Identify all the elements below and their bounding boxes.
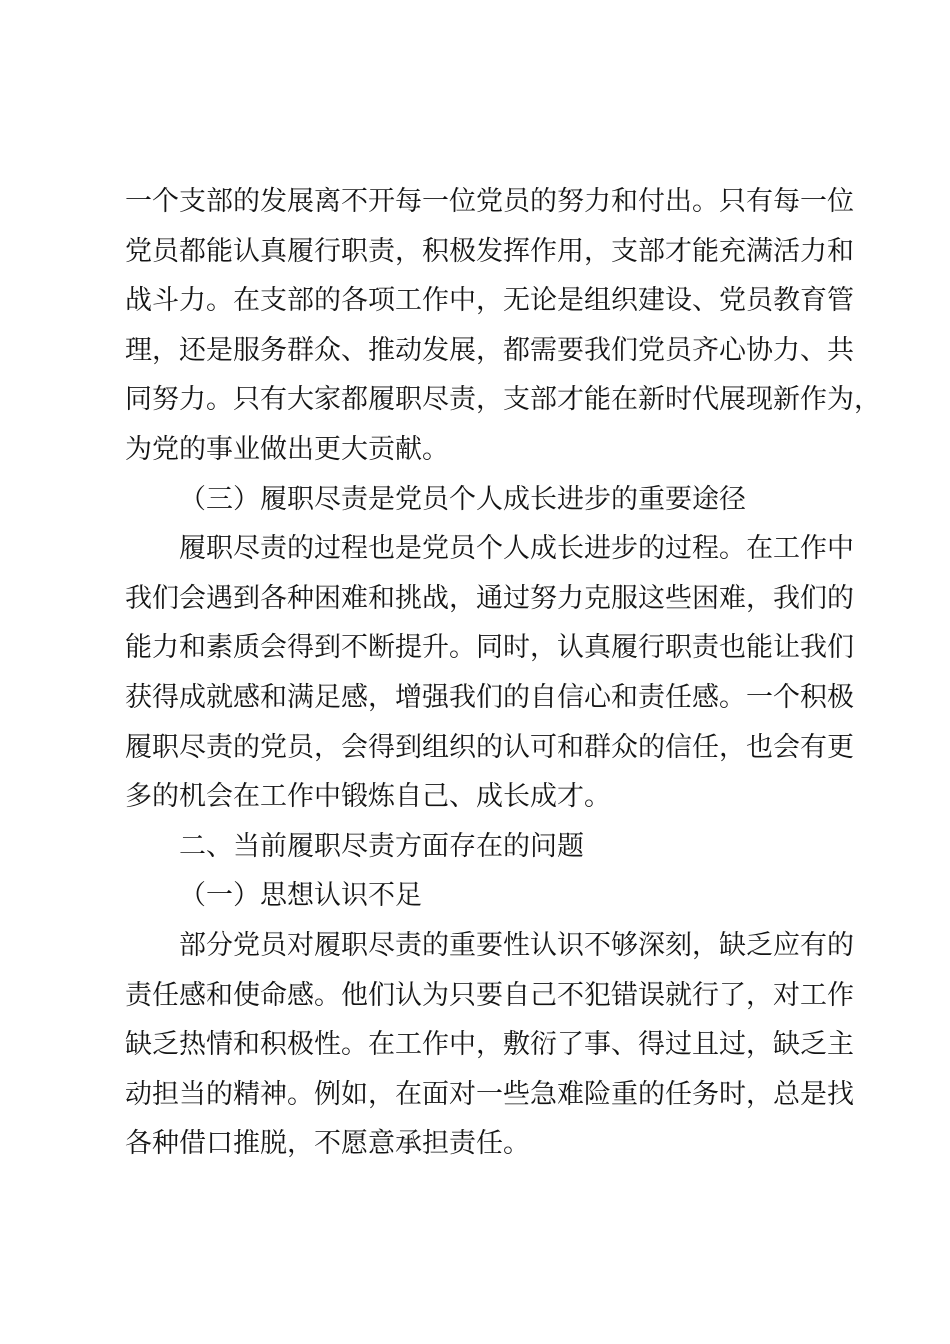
text-line: 战斗力。在支部的各项工作中，无论是组织建设、党员教育管 [125, 285, 854, 316]
text-line: 一个支部的发展离不开每一位党员的努力和付出。只有每一位 [125, 186, 854, 216]
text-line: 为党的事业做出更大贡献。 [125, 433, 449, 464]
text-line: 缺乏热情和积极性。在工作中，敷衍了事、得过且过，缺乏主 [125, 1029, 854, 1060]
text-line: 多的机会在工作中锻炼自己、成长成才。 [125, 781, 611, 812]
sub-heading [125, 871, 885, 921]
text-line: 履职尽责的过程也是党员个人成长进步的过程。在工作中 [179, 533, 854, 564]
text-line: 履职尽责的党员，会得到组织的认可和群众的信任，也会有更 [125, 731, 854, 762]
text-line: 党员都能认真履行职责，积极发挥作用，支部才能充满活力和 [125, 235, 854, 266]
text-line: 责任感和使命感。他们认为只要自己不犯错误就行了，对工作 [125, 979, 854, 1010]
text-line: （一）思想认识不足 [179, 880, 422, 911]
text-line: 动担当的精神。例如，在面对一些急难险重的任务时，总是找 [125, 1078, 854, 1109]
text-line: 各种借口推脱，不愿意承担责任。 [125, 1128, 530, 1159]
document-body [125, 177, 885, 1169]
text-line: 我们会遇到各种困难和挑战，通过努力克服这些困难，我们的 [125, 582, 854, 613]
text-line: 二、当前履职尽责方面存在的问题 [179, 830, 584, 861]
text-line: 获得成就感和满足感，增强我们的自信心和责任感。一个积极 [125, 681, 854, 712]
body-paragraph [125, 921, 885, 1169]
text-line: 部分党员对履职尽责的重要性认识不够深刻，缺乏应有的 [179, 929, 854, 960]
body-paragraph-continuation [125, 177, 885, 475]
text-line: 理，还是服务群众、推动发展，都需要我们党员齐心协力、共 [125, 334, 854, 365]
body-paragraph [125, 524, 885, 822]
section-heading [125, 822, 885, 872]
text-line: 同努力。只有大家都履职尽责，支部才能在新时代展现新作为， [125, 384, 881, 415]
text-line: 能力和素质会得到不断提升。同时，认真履行职责也能让我们 [125, 632, 854, 663]
text-line: （三）履职尽责是党员个人成长进步的重要途径 [179, 483, 746, 514]
sub-heading [125, 475, 885, 525]
